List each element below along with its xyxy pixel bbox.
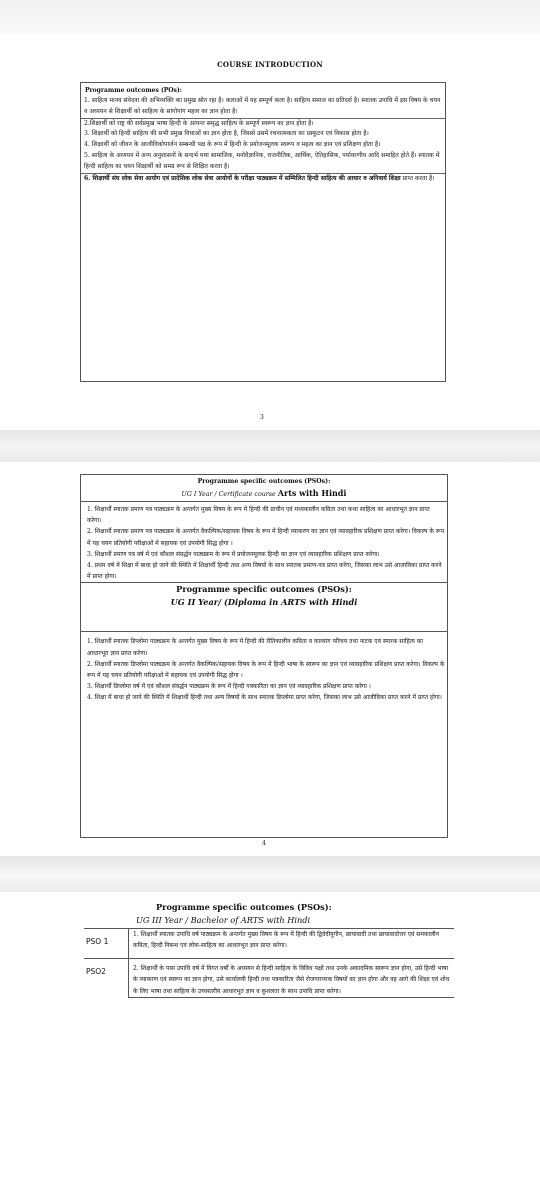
page-separator	[0, 856, 540, 892]
page-separator	[0, 430, 540, 462]
list-item: 3. शिक्षार्थी डिप्लोमा वर्ष में एवं कौशल संवर्द्धन पाठ्यक्रम के रूप में हिन्दी पत्रकारिता का ज्ञान एवं व्यावहारिक प्रशिक्षण प्राप्त करेगा ।	[87, 683, 371, 691]
programme-outcomes-box	[80, 82, 446, 382]
list-item: 1. शिक्षार्थी स्नातक प्रमाण पत्र पाठ्यक्रम के अन्तर्गत मुख्य विषय के रूप में हिन्दी की प्राचीन एवं मध्यकालीन कविता तथा कथा साहित्य का आधारभूत ज्ञान प्राप्त करेगा।	[87, 506, 430, 525]
pso-box-year1-2	[80, 474, 448, 838]
section-subheading: UG I Year / Certificate course Arts with Hindi	[181, 488, 347, 498]
page-number: 3	[260, 414, 264, 421]
list-item: 3. शिक्षार्थी प्रमाण पत्र वर्ष में एवं कौशल संवर्द्धन पाठ्यक्रम के रूप में प्रयोजनमूलक हिन्दी का ज्ञान एवं व्यावहारिक प्रशिक्षण प्राप्त करेगा।	[87, 550, 380, 558]
list-item: 2. शिक्षार्थी स्नातक प्रमाण पत्र पाठ्यक्रम के अन्तर्गत वैकल्पिक/सहायक विषय के रूप में हिन्दी व्याकरण का ज्ञान एवं व्यावहारिक प्रशिक्षण प्राप्त करेगा। विकल्प के रूप में यह चयन प्रतियोगी परीक्षाओं में सहायक एवं उपयोगी सिद्ध होगा ।	[87, 528, 444, 547]
list-item: 1. साहित्य मानव संवेदना की अभिव्यक्ति का प्रमुख स्रोत रहा है। कलाओं में यह सम्पूर्ण कला है। साहित्य समाज का प्रतिदर्श है। स्नातक उपाधि में इस विषय के चयन व अध्ययन से शिक्षार्थी को साहित्य के सांगोपांग महत्व का ज्ञान होता है।	[84, 97, 441, 115]
section-heading: Programme outcomes (POs):	[85, 87, 182, 94]
pso-table	[84, 928, 454, 998]
section-heading: Programme specific outcomes (PSOs):	[156, 902, 332, 912]
list-item: 2. शिक्षार्थी स्नातक डिप्लोमा पाठ्यक्रम के अन्तर्गत वैकल्पिक/सहायक विषय के रूप में हिन्दी भाषा के स्वरूप का ज्ञान एवं व्यावहारिक प्रशिक्षण प्राप्त करेगा। विकल्प के रूप में यह चयन प्रतियोगी परीक्षाओं में सहायक एवं उपयोगी सिद्ध होगा ।	[87, 660, 445, 680]
list-item: 3. शिक्षार्थी को हिन्दी साहित्य की सभी प्रमुख विधाओं का ज्ञान होता है, जिससे उसमें रचनात्मकता का प्रस्फुटन एवं विकास होता है।	[84, 130, 369, 138]
pso-label: PSO 1	[86, 937, 109, 946]
section-subheading: UG III Year / Bachelor of ARTS with Hindi	[136, 915, 311, 925]
pso-label: PSO2	[86, 966, 106, 976]
page-title: COURSE INTRODUCTION	[217, 60, 323, 69]
list-item: 4. शिक्षा में बाधा हो जाने की स्थिति में शिक्षार्थी हिन्दी तथा अन्य विषयों के साथ स्नातक डिप्लोमा प्राप्त करेगा, जिसका लाभ उसे आजीविका प्राप्त करने में प्राप्त होगा।	[87, 694, 442, 702]
table-row	[84, 958, 454, 998]
list-item: 6. शिक्षार्थी संघ लोक सेवा आयोग एवं प्रादेशिक लोक सेवा आयोगों के परीक्षा पाठ्यक्रम में सम्मिलित हिन्दी साहित्य की आधार व अनिवार्य शिक्षा प्राप्त करता है।	[81, 173, 445, 185]
table-row	[84, 929, 454, 958]
pso-box-year3	[84, 896, 454, 1072]
list-item: 5. साहित्य के अध्ययन में अन्य अनुशासनों के सन्दर्भ यथा सामाजिक, मनोवैज्ञानिक, राजनीतिक, आर्थिक, ऐतिहासिक, पर्यावरणीय आदि समाहित होते हैं। स्नातक में हिन्दी साहित्य का चयन शिक्षार्थी को समग्र रूप से शिक्षित करता है।	[84, 151, 440, 170]
list-item: 2.शिक्षार्थी को राष्ट्र की सर्वप्रमुख भाषा हिन्दी के अत्यन्त समृद्ध साहित्य के सम्पूर्ण स्वरूप का ज्ञान होता है।	[81, 118, 445, 130]
list-item: 4. शिक्षार्थी को जीवन के आजीविकोपार्जन सम्बन्धी पक्ष के रूप में हिन्दी के प्रयोजनमूलक स्वरूप व महत्व का ज्ञान एवं प्रशिक्षण होता है।	[84, 141, 381, 149]
list-item: 4. प्रथम वर्ष में शिक्षा में बाधा हो जाने की स्थिति में शिक्षार्थी हिन्दी तथा अन्य विषयों के साथ स्नातक प्रमाण-पत्र प्राप्त करेगा, जिसका लाभ उसे आजाविका प्राप्त करने में प्राप्त होगा।	[87, 562, 442, 581]
section-heading: Programme specific outcomes (PSOs):	[176, 584, 352, 595]
page-number: 4	[262, 840, 266, 847]
section-subheading: UG II Year/ (Diploma in ARTS with Hindi	[170, 597, 358, 608]
pso-text: 2. शिक्षार्थी के पास उपाधि वर्ष में विगत वर्षों के अध्ययन से हिन्दी साहित्य के विविध पक्षों तथा उनके अकादमिक स्वरूप ज्ञान होगा, उसे हिन्दी भाषा के व्याकरण एवं स्वरूप का ज्ञान होगा, उसे कार्यालयी हिन्दी तथा पत्रकारिता जैसे रोजगारपरक विषयों का ज्ञान होगा और वह आगे की शिक्षा एवं शोध के लिए भाषा तथा साहित्य के उच्चस्तरीय आधारभूत ज्ञान व कुशलता के साथ उपाधि प्राप्त करेगा।	[128, 959, 454, 998]
list-item: 1. शिक्षार्थी स्नातक डिप्लोमा पाठ्यक्रम के अन्तर्गत मुख्य विषय के रूप में हिन्दी की रीतिकालीन कविता व काव्यांग परिचय तथा नाटक एवं स्मारक साहित्य का आधारभूत ज्ञान प्राप्त करेगा।	[87, 638, 423, 657]
section-heading: Programme specific outcomes (PSOs):	[197, 478, 331, 485]
viewer-top-gap	[0, 0, 540, 34]
pso-text: 1. शिक्षार्थी स्नातक उपाधि वर्ष पाठ्यक्रम के अन्तर्गत मुख्य विषय के रूप में हिन्दी की द्विवेदीयुगीन, छायावादी तथा छायावादोत्तर एवं समकालीन कविता, हिन्दी निबन्ध एवं लोक-साहित्य का आधारभूत ज्ञान प्राप्त करेगा।	[128, 929, 454, 958]
